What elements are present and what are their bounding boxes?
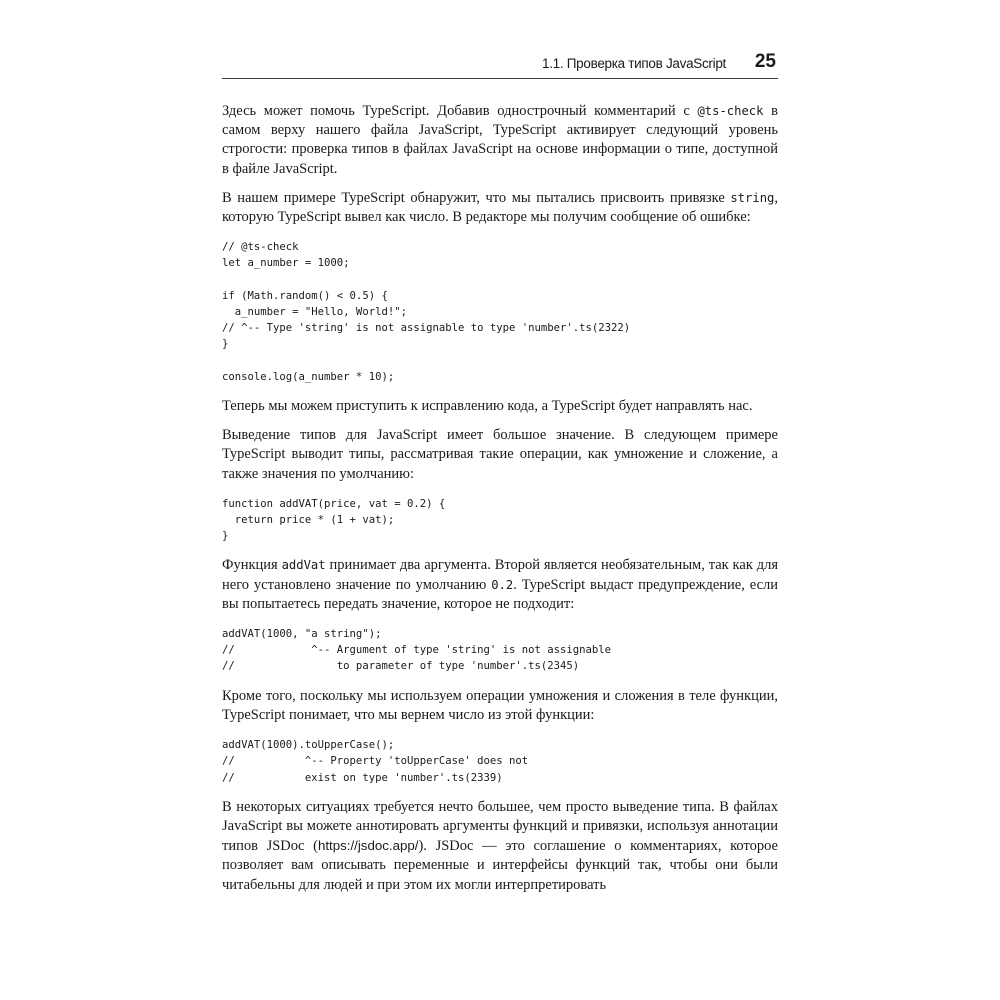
inline-code-string: string [730,190,775,205]
paragraph-2-text-b: , которую TypeScript вывел как число. В редакторе мы получим сообщение об ошибке: [222,189,778,226]
inline-code-addvat: addVat [281,558,326,573]
code-block-argument-error: addVAT(1000, "a string"); // ^-- Argument of type 'string' is not assignable // to parameter of type 'number'.ts(2345) [222,628,612,673]
inline-code-ts-check: @ts-check [697,104,764,118]
paragraph-6: Кроме того, поскольку мы используем операции умножения и сложения в теле функции, TypeScript понимает, что мы вернем число из этой функции: [222,687,778,723]
paragraph-2-text-a: В нашем примере TypeScript обнаружит, что мы пытались присвоить привязке [222,189,731,206]
paragraph-7-text-b: ). JSDoc — это соглашение о комментариях, которое позволяет вам описывать переменные и интерфейсы функций так, чтобы они были читабельны для людей и при этом их могли интерпретировать [222,838,778,893]
paragraph-5 [222,556,778,614]
page-number: 25 [754,51,776,72]
header-title: 1.1. Проверка типов JavaScript [542,56,726,71]
paragraph-7-text-a: В некоторых ситуациях требуется нечто большее, чем просто выведение типа. В файлах JavaScript вы можете аннотировать аргументы функций и привязки, используя аннотации типов JSDoc ( [222,798,778,855]
paragraph-5-text-c: . TypeScript выдаст предупреждение, если вы попытаетесь передать значение, которое не подходит: [222,576,778,612]
paragraph-3: Теперь мы можем приступить к исправлению кода, а TypeScript будет направлять нас. [222,398,753,415]
paragraph-2 [222,189,778,227]
code-block-property-error: addVAT(1000).toUpperCase(); // ^-- Property 'toUpperCase' does not // exist on type 'number'.ts(2339) [222,739,529,784]
paragraph-7 [222,798,778,895]
code-block-ts-check: // @ts-check let a_number = 1000; if (Math.random() < 0.5) { a_number = "Hello, World!"; // ^-- Type 'string' is not assignable to type 'number'.ts(2322) } console.log(a_number * 10); [222,241,631,383]
paragraph-5-text-a: Функция [222,557,282,574]
paragraph-1-text-a: Здесь может помочь TypeScript. Добавив однострочный комментарий с [222,103,698,119]
paragraph-4: Выведение типов для JavaScript имеет большое значение. В следующем примере TypeScript выводит типы, рассматривая такие операции, как умножение и сложение, а также значения по умолчанию: [222,427,778,482]
code-block-addvat-definition: function addVAT(price, vat = 0.2) { return price * (1 + vat); } [222,497,446,543]
inline-code-default-value: 0.2 [491,577,514,592]
paragraph-1-text-b: в самом верху нашего файла JavaScript, TypeScript активирует следующий уровень строгости: проверка типов в файлах JavaScript на основе информации о типе, доступной в файле JavaScript. [222,103,778,177]
paragraph-1 [222,102,778,179]
page-body [222,102,778,905]
jsdoc-link[interactable]: https://jsdoc.app/ [317,838,419,854]
paragraph-5-text-b: принимает два аргумента. Второй является необязательным, так как для него установлено значение по умолчанию [222,557,779,593]
running-header [222,52,778,79]
